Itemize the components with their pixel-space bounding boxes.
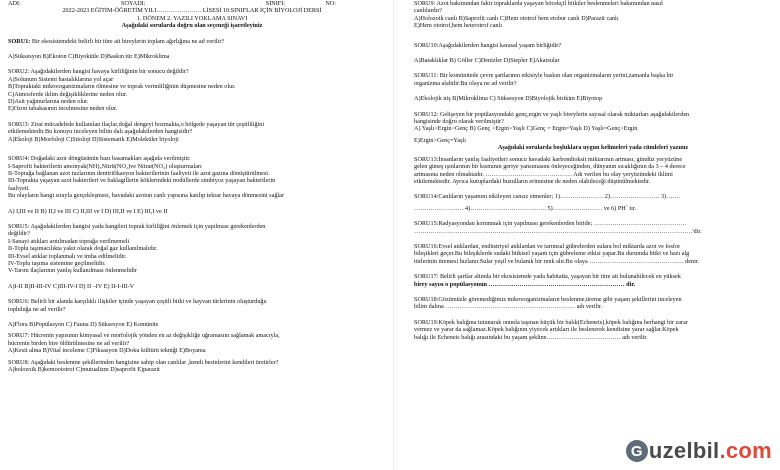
exam-subtitle: 1. DÖNEM 2. YAZILI YOKLAMA SINAVI (136, 14, 248, 22)
question-text: SORU19:Köpek balığına tutunarak onunla taşınan küçük bir balık(Echeneis),köpek balığına herhangi bir zarar (414, 318, 688, 326)
question-text: SORU15:Radyasyondan korunmak için yapılması gerekenlerden biride; ……………………………………… (414, 220, 687, 228)
question-blank-line: …………………… 4)………………………………. 5)…………………… ve 6) PH` tır. (414, 204, 637, 212)
question-6 (8, 298, 376, 313)
question-5-options: A)I-II B)II-III-IV C)III-IV-I D) II –IV E) II-I-III-V (8, 282, 135, 290)
number-label: NO: (325, 0, 336, 7)
surname-label: SOYADI: (121, 0, 146, 7)
section-2-instruction: Aşağıdaki sorularda boşluklara uygun kelimeleri yada cümleleri yazınız (497, 144, 689, 152)
statement-5: V-Tarım ilaçlarının yanlış kullanılması önlenmelidir (8, 267, 137, 275)
question-10-options: A)Bataklıklar B) Göller C)Denizler D)Stepler E)Akarsular (414, 57, 560, 65)
section-instruction: Aşağıdaki sorularda doğru olan seçeneği işaretleyiniz (121, 22, 263, 30)
statement-3: III-Toprakta yaşayan azot bakterileri ve baklagillerin köklerindeki nodüllerde simbiyoz yaşayan bakterilerin (8, 177, 276, 185)
option-d: D)Asit yağmurlarına neden olur. (8, 98, 89, 106)
question-11-options: A)Ekolojik niş B)Mikroklima C) Süksesyon D)Biyolojik birikim E)Biyotop (414, 95, 603, 103)
question-4-options: A) I,III ve II B) II,I ve III C) II,III ve I D) III,II ve I E) III,I ve II (8, 207, 168, 215)
question-13 (414, 156, 772, 186)
question-3 (8, 121, 376, 143)
question-text: SORU5: Aşağıdakilerden hangisi yada hangileri toprak kirliliğini önlemek için yapılması gerekenlerden (8, 222, 266, 230)
statement-1: I-Saprofit bakterilerin amonyak(NH)₃Nitrit(NO₂)ve Nitrat(NO₃) oluşturmaları (8, 162, 202, 170)
right-column (414, 0, 772, 341)
question-text: SORU17: Belirli şartlar altında bir ekosistemde yada habitatta, yaşayan bir türe ait bulunabilecek en yüksek (414, 273, 681, 281)
question-2 (8, 68, 376, 112)
question-text: SORU10:Aşağıdakilerden hangisi karasal yaşam birliğidir? (414, 41, 562, 49)
statement-2: II-Toplu taşımacılıkta yakıt olarak doğal gaz kullanılmalıdır. (8, 245, 158, 253)
question-6-options: A)Flora B)Popülasyon C) Fauna D) Süksesyon E) Komünite (8, 321, 159, 328)
watermark-name: uzelbil (648, 438, 720, 463)
student-info-row (8, 0, 376, 7)
statement-3-cont: faaliyeti. (8, 184, 30, 192)
question-16 (414, 243, 772, 265)
answer-line: ………………………………………………………………………………………………………………………'dir. (414, 227, 702, 235)
question-text-cont: topluluğa ne ad verilir? (8, 305, 66, 313)
logo-icon: G (626, 440, 648, 462)
question-blank-line: artmasına neden olmaktadır. …………………………………… Adı verilen bu olay yeryüzündeki iklimi (414, 170, 673, 178)
question-text: SORU18:Gözümüzle göremediğimiz mikroorganizmaların beslenme,üreme gibi yaşam şekillerini inceleyen (414, 295, 682, 303)
left-column (8, 0, 376, 373)
question-text-cont: gelen güneş ışınlarının bir kısmının geriye yansımasını önleyeceğinden, dünyanın sıcaklığının da 3 – 4 derece (414, 163, 686, 171)
question-8 (8, 359, 376, 366)
question-8-options: A)holozoik B)kemoototrof C)mutualizm D)saprofit E)parazit (8, 366, 160, 374)
question-4 (8, 155, 376, 199)
question-blank-line: türlerinin üremesi hızlanır.Sular yeşil ve bulanık bir renk alır.Bu olaya ………………………………………. denir. (414, 257, 700, 265)
question-text: SORU12: Gelişeyen bir popülasyondaki genç,ergin ve yaşlı bireylerin sayısal olarak miktarları aşağıdakilerden (414, 110, 690, 118)
question-text-cont: hangisinde doğru olarak verilmiştir? (414, 118, 504, 126)
question-text-cont: değildir? (8, 230, 30, 238)
question-text: SORU2: Aşağıdakilerden hangisi havaya kirliliğinin bir sonucu değildir? (8, 68, 189, 76)
statement-4: IV-Toplu taşıma sistemine geçilmelidir. (8, 259, 106, 267)
watermark-tld: .com (719, 438, 772, 463)
question-9 (414, 0, 772, 30)
class-label: SINIFI: (265, 0, 286, 7)
statement-3: III-Evsel atıklar toplanmalı ve imha edilmelidir. (8, 252, 127, 260)
question-text: SORU16:Evsel atıklardan, endüstriyel atıklardan ve tarımsal gübrelerden sulara bol miktarda azot ve fosfor (414, 242, 681, 250)
question-text: SORU8: Aşağıdaki beslenme şekillerinden hangisine sahip olan canlılar ,kendi besinlerini kendileri üretirler? (8, 358, 279, 366)
question-9-option-e: E)Hem ototrof,hem heterotrof canlı (414, 22, 502, 30)
statement-2: II-Toprağa bağlanan azot tuzlarının denitrifikasyon bakterilerinin faaliyeti ile azot gazına dönüştürülmesi. (8, 169, 270, 177)
question-blank-line: balığı ile Echeneis balığı arasındaki bu yaşam şekline……………………………… adı verilir. (414, 333, 648, 341)
question-text: SORU11: Bir komünitede çevre şartlarının etkisiyle baskın olan organizmaların yerini,zamanla başka bir (414, 72, 674, 80)
option-c: C)Atmosferde iklim değişikliklerine neden olur. (8, 90, 128, 98)
option-e: E)Ozon tabakasının incelmesine neden olur. (8, 105, 118, 113)
question-15 (414, 220, 772, 235)
question-1-options: A)Süksesyon B)Ekoton C)Biyokütle D)Baskın tür E)Mikroklima (8, 53, 170, 61)
column-divider (393, 0, 394, 470)
question-prompt: Bu olayların hangi sırayla gerçekleşmesi, havadaki azotun canlı yapısına katılıp tekrar havaya dönmesini sağlar (8, 192, 284, 200)
question-19 (414, 319, 772, 341)
question-text-end: etkilemektedir. Ayrıca kutuplardaki buzulların erimesine de neden olabileceği düşünülmektedir. (414, 177, 651, 185)
question-17 (414, 273, 772, 288)
question-7 (8, 332, 376, 347)
statement-1: I-Sanayi atıkları arıtılmadan toprağa verilmemeli (8, 237, 130, 245)
exam-title: 2022-2023 EĞİTİM-ÖĞRETİM YILI…………………. LİSESİ 10.SINIFLAR İÇİN BİYOLOJİ DERSİ (62, 7, 322, 15)
question-5 (8, 223, 376, 275)
question-text: SORU14:Canlıların yaşamını etkileyen cansız etmenler; 1)………………… 2)…………………… 3)……. (414, 193, 681, 201)
question-text: SORU6: Belirli bir alanda karşılıklı ilişkiler içinde yaşayan çeşitli bitki ve hayvan türlerinin oluşturduğu (8, 298, 267, 306)
question-14 (414, 193, 772, 212)
question-blank-line: birey sayısı o popülasyonun ………………………………………………………… dir. (414, 280, 636, 288)
question-11 (414, 72, 772, 87)
option-b: B)Topraktaki mikroorganizmaların ölmesine ve toprak verimliliğinin düşmesine neden olur. (8, 83, 236, 91)
question-text-cont: hücrenin birden bire öldürülmesine ne ad verilir? (8, 339, 130, 347)
question-text: Bir ekosistemdeki belirli bir türe ait bireylerin toplam ağırlığına ne ad verilir? (31, 37, 225, 45)
question-text: SORU7: Hücrenin yapısının kimyasal ve morfolojik yönden en az değişikliğe uğramasını sağlamak amacıyla, (8, 332, 280, 340)
question-1: SORU1: Bir ekosistemdeki belirli bir türe ait bireylerin toplam ağırlığına ne ad verilir? (8, 37, 225, 45)
question-18 (414, 296, 772, 311)
question-text-cont: canlılardır? (414, 7, 443, 15)
question-text: SORU13:İnsanların yanlış faaliyetleri sonucu havadaki karbondioksit miktarının artması, gündüz yeryüzüne (414, 155, 683, 163)
question-text: SORU9: Azot bakımından fakir topraklarda yaşayan böcekçil bitkiler beslenmeleri bakımından nasıl (414, 0, 663, 7)
question-12-option-e: E)Ergin>Genç=Yaşlı (414, 136, 466, 144)
name-label: ADI: (8, 0, 21, 7)
question-text: SORU4: Doğadaki azot döngüsünün bazı basamakları aşağıda verilmiştir. (8, 155, 191, 163)
site-watermark (626, 438, 772, 464)
question-12-options: A) Yaşlı>Ergin>Genç B) Genç >Ergin>Yaşlı C)Genç = Ergin=Yaşlı D) Yaşlı=Genç>Ergin (414, 125, 638, 133)
question-3-options: A)Ekoloji B)Morfoloji C)Sitoloji D)Sistematik E)Moleküler biyoloji (8, 135, 179, 143)
option-a: A)Solunum Sistemi hastalıklarına yol açar (8, 75, 114, 83)
question-text-cont: vermez ve yarar da sağlamaz.Köpek balığının yiyecek artıkları ile beslenerek kendisine yarar sağlar.Köpek (414, 326, 679, 334)
question-9-options: A)Holozoik canlı B)Saprofit canlı C)Hem ototrof hem etobur canlı D)Parazit canlı (414, 14, 619, 22)
question-10 (414, 42, 772, 49)
question-7-options: A)Kesit alma B)Vital inceleme C)Fiksasyon D)Doku kültürü tekniği E)Boyama (8, 347, 206, 355)
question-blank-line: bilim dalına ……………………………………………………… adı verilir. (414, 303, 603, 311)
question-text-cont: organizma alabilir.Bu olaya ne ad verilir? (414, 79, 517, 87)
question-text-cont: bileşikleri geçer.Bu bileşiklerde sudaki bitkisel yaşam için gübreleme etkisi yapar.Bu durumda bitki ve bazı alg (414, 250, 690, 258)
question-12 (414, 111, 772, 145)
question-text: SORU3: Zirai mücadelede kullanılan ilaçlar,doğal dengeyi bozmakta,o bölgede yaşayan tür çeşitliliğini (8, 120, 265, 128)
question-text-cont: etkilemektedir.Bu konuyu inceleyen bilim dalı aşağıdakilerden hangisidir? (8, 128, 193, 136)
